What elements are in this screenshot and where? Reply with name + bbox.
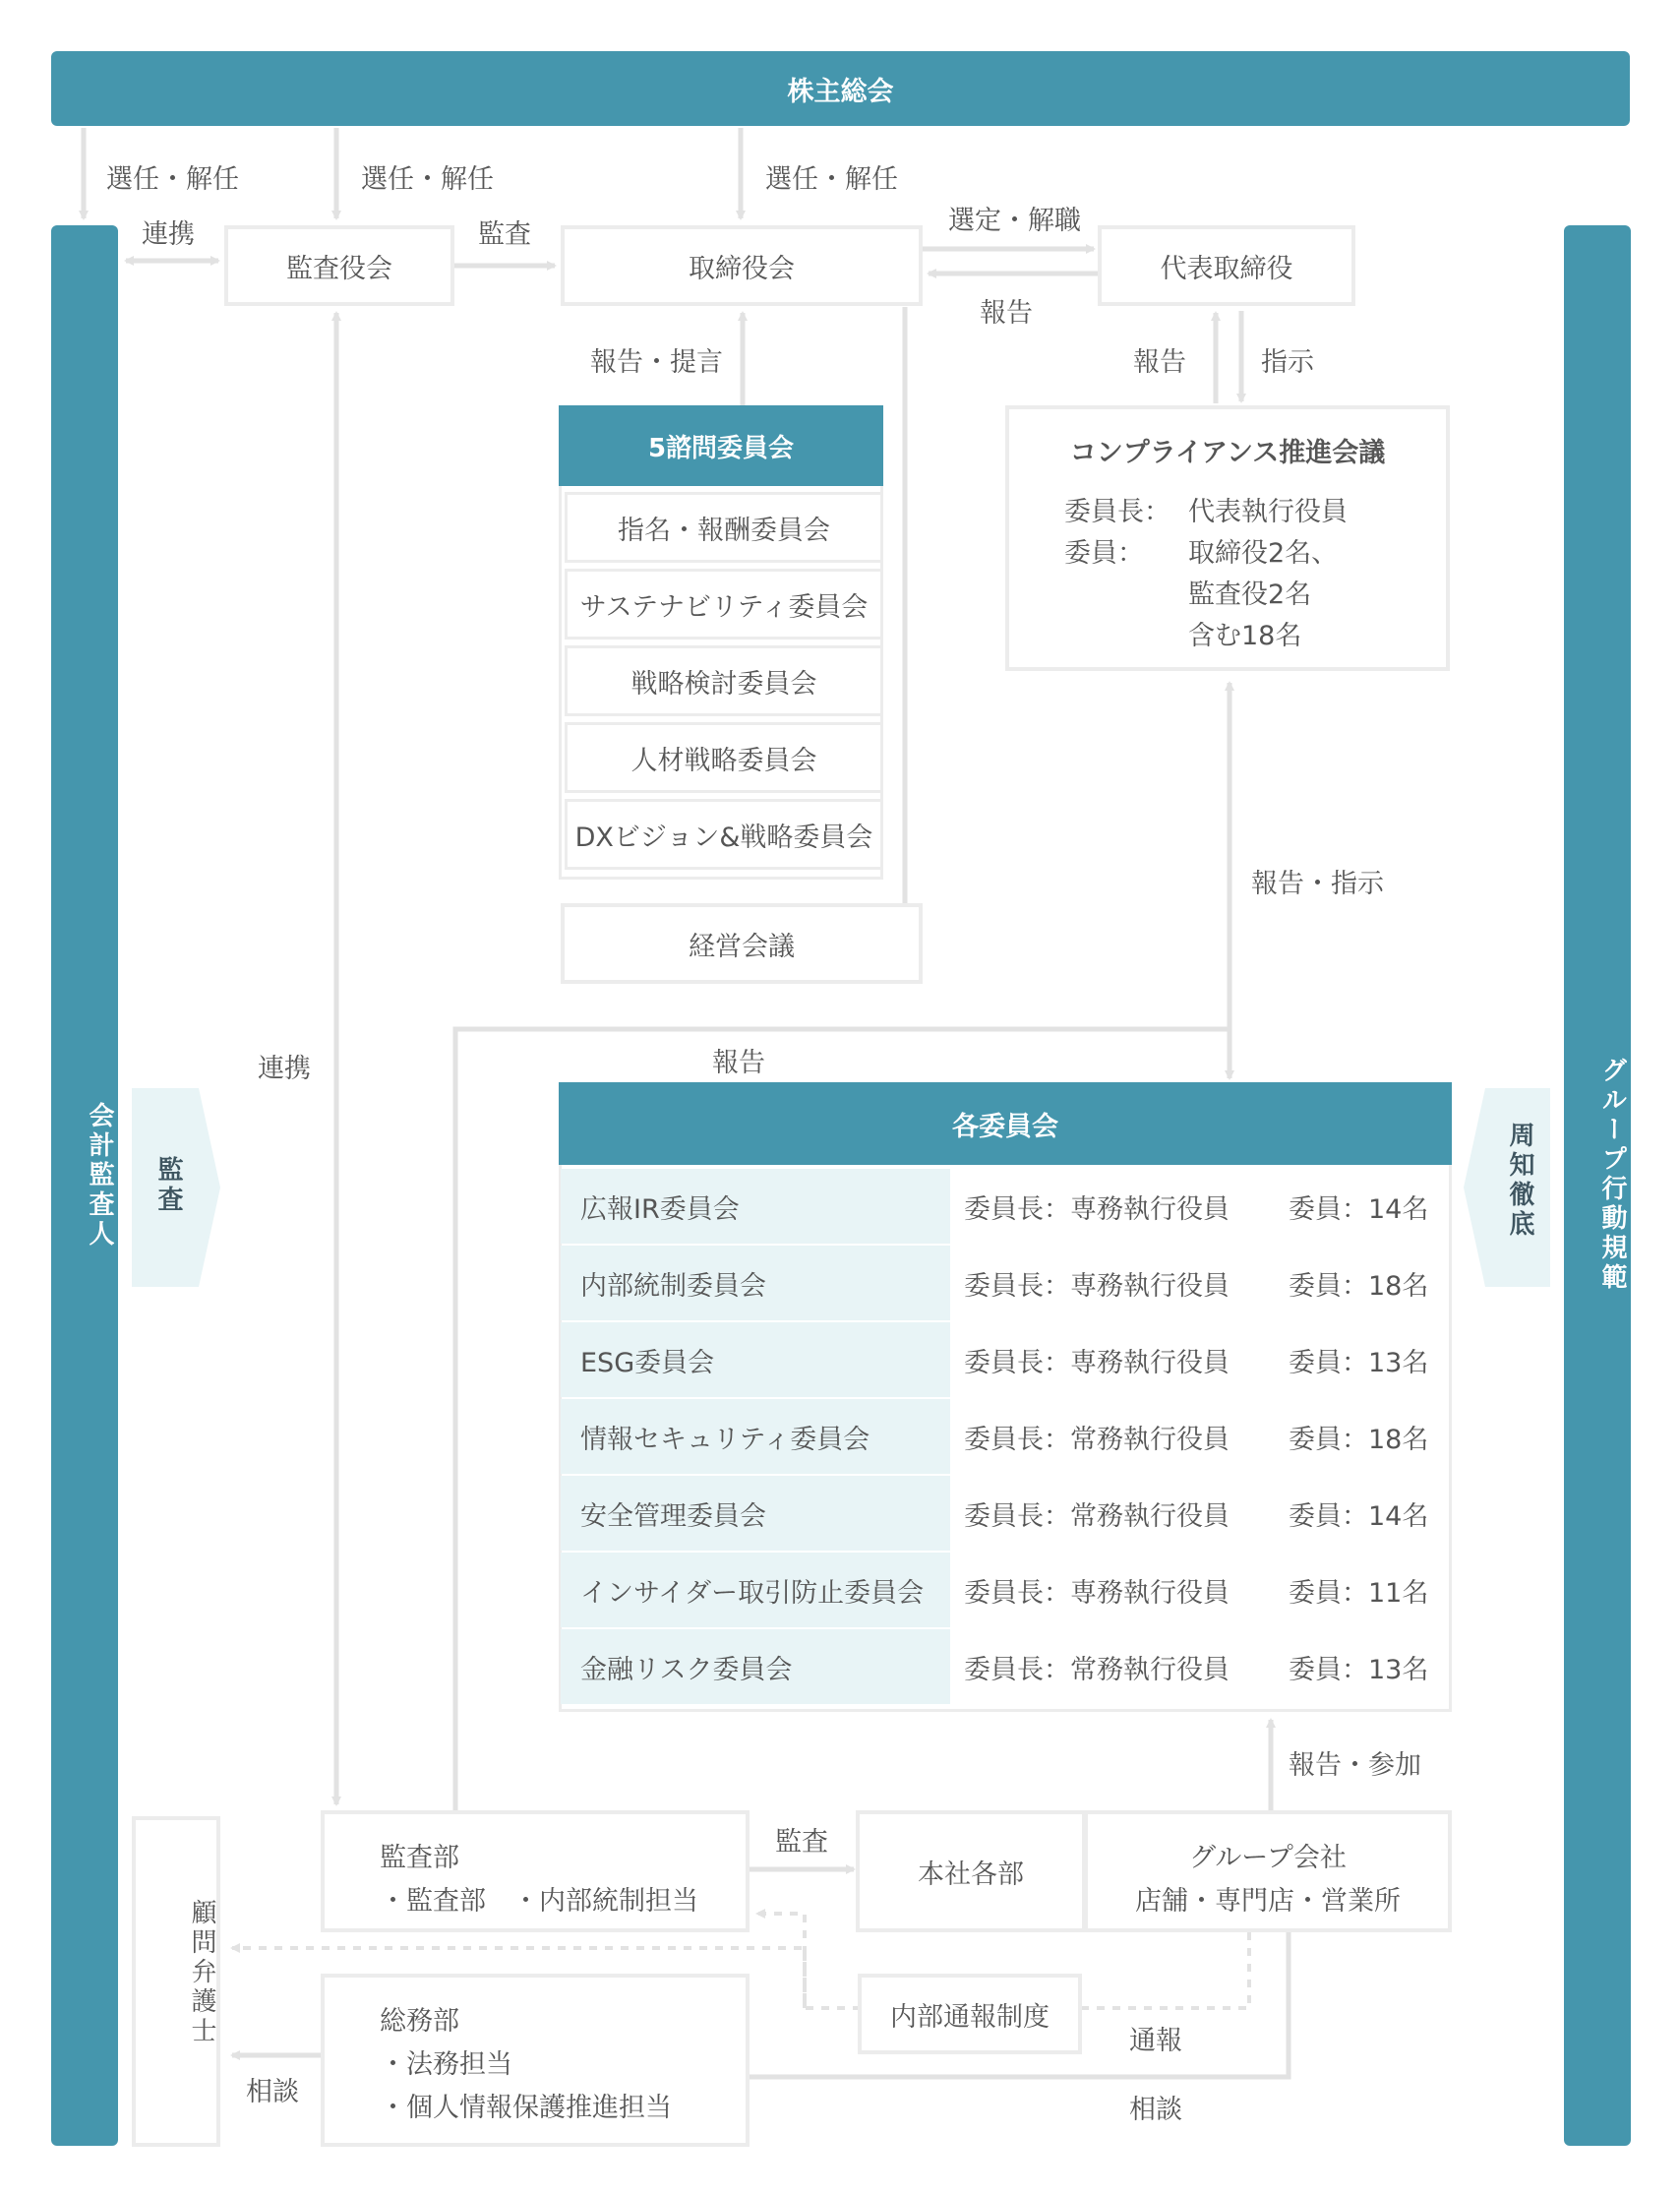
committee-chair: 委員長：常務執行役員 <box>964 1424 1230 1455</box>
committee-row <box>561 1399 1450 1474</box>
general-affairs-item2: ・個人情報保護推進担当 <box>380 2093 672 2123</box>
group-companies-line1: グループ会社 <box>1189 1843 1347 1873</box>
committees-title: 各委員会 <box>559 1082 1452 1165</box>
whistle-to-audit-line <box>757 1914 861 2008</box>
compliance-members-label: 委員： <box>1064 538 1144 569</box>
advisory-item: DXビジョン&戦略委員会 <box>565 799 883 870</box>
committee-name: 安全管理委員会 <box>561 1476 950 1551</box>
audit-board-box: 監査役会 <box>224 225 454 306</box>
committee-row <box>561 1322 1450 1397</box>
committee-name: 内部統制委員会 <box>561 1246 950 1320</box>
label-select-dismiss: 選定・解職 <box>948 206 1081 236</box>
committee-name: 広報IR委員会 <box>561 1169 950 1244</box>
label-elect-1: 選任・解任 <box>106 164 239 195</box>
audit-dept-box <box>321 1810 750 1932</box>
committee-name: ESG委員会 <box>561 1322 950 1397</box>
label-report-committees: 報告 <box>712 1048 765 1078</box>
compliance-chair-value: 代表執行役員 <box>1188 497 1348 527</box>
committee-row <box>561 1246 1450 1320</box>
committee-name: インサイダー取引防止委員会 <box>561 1553 950 1627</box>
committee-name: 金融リスク委員会 <box>561 1629 950 1704</box>
label-report-ceo: 報告 <box>980 298 1033 329</box>
committee-row <box>561 1476 1450 1551</box>
committee-members: 委員：11名 <box>1289 1577 1429 1609</box>
advisory-item: 指名・報酬委員会 <box>565 492 883 563</box>
label-consult-1: 相談 <box>246 2077 299 2107</box>
audit-chevron-label: 監査 <box>153 1156 183 1215</box>
label-audit-2: 監査 <box>775 1827 828 1858</box>
committee-chair: 委員長：常務執行役員 <box>964 1500 1230 1532</box>
general-affairs-item1: ・法務担当 <box>380 2049 512 2080</box>
advisory-title: 5諮問委員会 <box>559 405 883 486</box>
label-report-comp: 報告 <box>1133 347 1186 378</box>
label-report-proposal: 報告・提言 <box>590 347 723 378</box>
head-office-box: 本社各部 <box>856 1810 1086 1932</box>
label-cooperation-2: 連携 <box>258 1054 311 1084</box>
committee-chair: 委員長：専務執行役員 <box>964 1270 1230 1302</box>
advisory-item: 戦略検討委員会 <box>565 645 883 716</box>
label-audit-1: 監査 <box>478 219 531 250</box>
group-companies-box <box>1084 1810 1452 1932</box>
advisory-item: 人材戦略委員会 <box>565 722 883 793</box>
whistle-line <box>1080 1932 1249 2008</box>
audit-dept-items: ・監査部 ・内部統制担当 <box>380 1886 698 1917</box>
committee-members: 委員：13名 <box>1289 1654 1429 1685</box>
compliance-chair-label: 委員長： <box>1064 497 1170 527</box>
whistleblowing-box: 内部通報制度 <box>858 1974 1082 2054</box>
general-affairs-box <box>321 1974 750 2147</box>
management-meeting-box: 経営会議 <box>561 903 923 984</box>
committee-chair: 委員長：専務執行役員 <box>964 1193 1230 1225</box>
committee-members: 委員：13名 <box>1289 1347 1429 1378</box>
label-elect-3: 選任・解任 <box>765 164 898 195</box>
audit-dept-title: 監査部 <box>380 1843 459 1873</box>
label-whistle: 通報 <box>1129 2026 1182 2056</box>
group-code-label: グループ行動規範 <box>1597 1057 1627 1293</box>
ceo-box: 代表取締役 <box>1098 225 1355 306</box>
compliance-title: コンプライアンス推進会議 <box>1069 438 1386 468</box>
label-consult-2: 相談 <box>1129 2095 1182 2125</box>
committee-name: 情報セキュリティ委員会 <box>561 1399 950 1474</box>
label-cooperation-1: 連携 <box>142 219 195 250</box>
label-elect-2: 選任・解任 <box>361 164 494 195</box>
accounting-auditor-label: 会計監査人 <box>85 1102 114 1249</box>
general-affairs-title: 総務部 <box>380 2006 459 2037</box>
committee-chair: 委員長：常務執行役員 <box>964 1654 1230 1685</box>
compliance-members-line3: 含む18名 <box>1188 621 1302 651</box>
shareholders-meeting: 株主総会 <box>51 51 1630 126</box>
committee-members: 委員：14名 <box>1289 1193 1429 1225</box>
label-report-participate: 報告・参加 <box>1289 1750 1421 1781</box>
committee-row <box>561 1169 1450 1244</box>
committee-members: 委員：18名 <box>1289 1270 1429 1302</box>
committee-members: 委員：18名 <box>1289 1424 1429 1455</box>
legal-counsel-label: 顧問弁護士 <box>187 1899 216 2046</box>
board-of-directors-box: 取締役会 <box>561 225 923 306</box>
committee-row <box>561 1629 1450 1704</box>
group-companies-line2: 店舗・専門店・営業所 <box>1135 1886 1401 1917</box>
committee-chair: 委員長：専務執行役員 <box>964 1577 1230 1609</box>
label-report-instruct: 報告・指示 <box>1251 869 1384 899</box>
compliance-meeting-box <box>1005 405 1450 671</box>
compliance-members-line2: 監査役2名 <box>1188 579 1312 610</box>
committee-row <box>561 1553 1450 1627</box>
compliance-members-line1: 取締役2名、 <box>1188 538 1339 569</box>
label-instruct-comp: 指示 <box>1261 347 1314 378</box>
dissemination-label: 周知徹底 <box>1505 1122 1534 1240</box>
committee-members: 委員：14名 <box>1289 1500 1429 1532</box>
committee-chair: 委員長：専務執行役員 <box>964 1347 1230 1378</box>
advisory-item: サステナビリティ委員会 <box>565 569 883 640</box>
